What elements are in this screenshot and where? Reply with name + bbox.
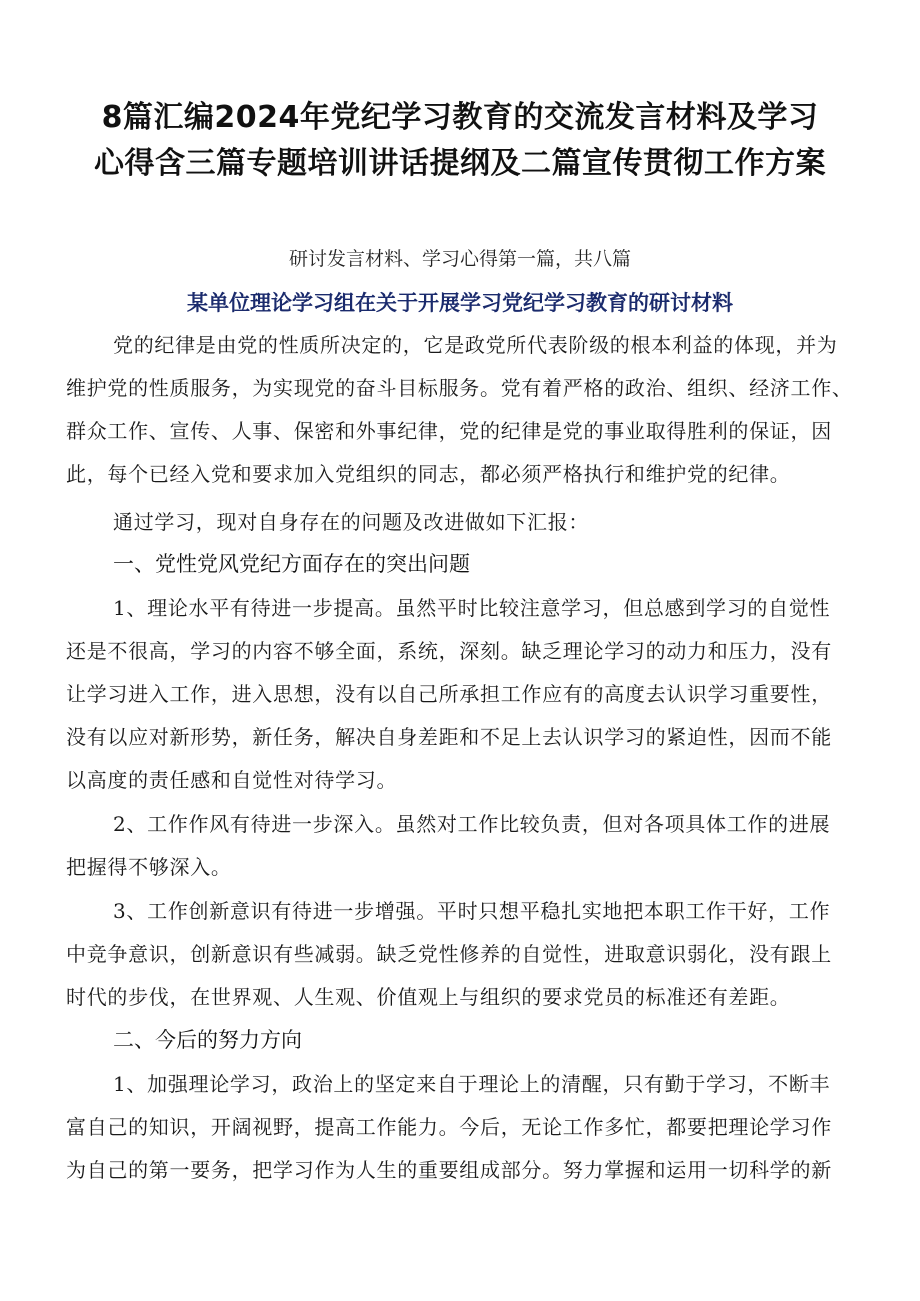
- paragraph-line: 2、工作作风有待进一步深入。虽然对工作比较负责，但对各项具体工作的进展: [113, 812, 831, 836]
- paragraph-line: 1、加强理论学习，政治上的坚定来自于理论上的清醒，只有勤于学习，不断丰: [113, 1072, 831, 1096]
- paragraph-line: 此，每个已经入党和要求加入党组织的同志，都必须严格执行和维护党的纪律。: [66, 462, 791, 486]
- paragraph-line: 把握得不够深入。: [66, 855, 232, 879]
- section-heading-2: 二、今后的努力方向: [113, 1028, 302, 1052]
- paragraph-line: 时代的步伐，在世界观、人生观、价值观上与组织的要求党员的标准还有差距。: [66, 985, 791, 1009]
- article-heading: 某单位理论学习组在关于开展学习党纪学习教育的研讨材料: [187, 291, 733, 315]
- paragraph-line: 富自己的知识，开阔视野，提高工作能力。今后，无论工作多忙，都要把理论学习作: [66, 1115, 832, 1139]
- paragraph-line: 维护党的性质服务，为实现党的奋斗目标服务。党有着严格的政治、组织、经济工作、: [66, 376, 853, 400]
- document-title-line-1: 8篇汇编2024年党纪学习教育的交流发言材料及学习: [101, 100, 819, 135]
- paragraph-line: 中竞争意识，创新意识有些减弱。缺乏党性修养的自觉性，进取意识弱化，没有跟上: [66, 942, 832, 966]
- paragraph-line: 没有以应对新形势，新任务，解决自身差距和不足上去认识学习的紧迫性，因而不能: [66, 725, 832, 749]
- paragraph-line: 通过学习，现对自身存在的问题及改进做如下汇报：: [113, 510, 590, 534]
- document-title-line-2: 心得含三篇专题培训讲话提纲及二篇宣传贯彻工作方案: [94, 146, 826, 181]
- paragraph-line: 党的纪律是由党的性质所决定的，它是政党所代表阶级的根本利益的体现，并为: [113, 333, 838, 357]
- paragraph-line: 以高度的责任感和自觉性对待学习。: [66, 768, 398, 792]
- paragraph-line: 为自己的第一要务，把学习作为人生的重要组成部分。努力掌握和运用一切科学的新: [66, 1158, 832, 1182]
- paragraph-line: 让学习进入工作，进入思想，没有以自己所承担工作应有的高度去认识学习重要性，: [66, 682, 832, 706]
- paragraph-line: 还是不很高，学习的内容不够全面，系统，深刻。缺乏理论学习的动力和压力，没有: [66, 639, 832, 663]
- section-heading-1: 一、党性党风党纪方面存在的突出问题: [113, 552, 470, 576]
- paragraph-line: 3、工作创新意识有待进一步增强。平时只想平稳扎实地把本职工作干好，工作: [113, 899, 831, 923]
- paragraph-line: 1、理论水平有待进一步提高。虽然平时比较注意学习，但总感到学习的自觉性: [113, 596, 831, 620]
- document-subtitle: 研讨发言材料、学习心得第一篇，共八篇: [288, 248, 631, 270]
- paragraph-line: 群众工作、宣传、人事、保密和外事纪律，党的纪律是党的事业取得胜利的保证，因: [66, 419, 832, 443]
